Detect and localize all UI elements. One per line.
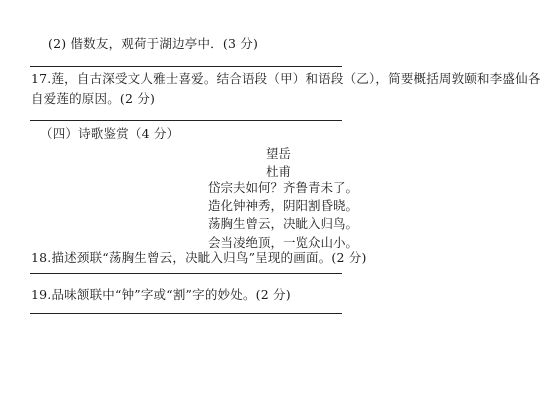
question-19: 19.品味颔联中“钟”字或“割”字的妙处。(2 分) [31, 287, 291, 302]
section-heading: （四）诗歌鉴赏（4 分） [40, 126, 180, 141]
answer-line [30, 120, 342, 121]
poem-author: 杜甫 [266, 164, 292, 179]
question-18: 18.描述颈联“荡胸生曾云，决眦入归鸟”呈现的画面。(2 分) [31, 250, 367, 265]
answer-line [30, 313, 342, 314]
answer-line [30, 66, 342, 67]
poem-line: 岱宗夫如何？齐鲁青未了。 [208, 180, 359, 195]
poem-line: 会当凌绝顶，一览众山小。 [208, 235, 359, 250]
poem-line: 荡胸生曾云，决眦入归鸟。 [208, 216, 359, 231]
question-prev-item-2: (2) 偕数友，观荷于湖边亭中．(3 分) [48, 36, 259, 51]
answer-line [30, 273, 342, 274]
poem-title: 望岳 [266, 146, 292, 161]
question-17-line-1: 17.莲，自古深受文人雅士喜爱。结合语段（甲）和语段（乙），简要概括周敦颐和李盛仙各 [31, 71, 541, 86]
question-17-line-2: 自爱莲的原因。(2 分) [31, 91, 156, 106]
poem-line: 造化钟神秀，阴阳割昏晓。 [208, 198, 359, 213]
